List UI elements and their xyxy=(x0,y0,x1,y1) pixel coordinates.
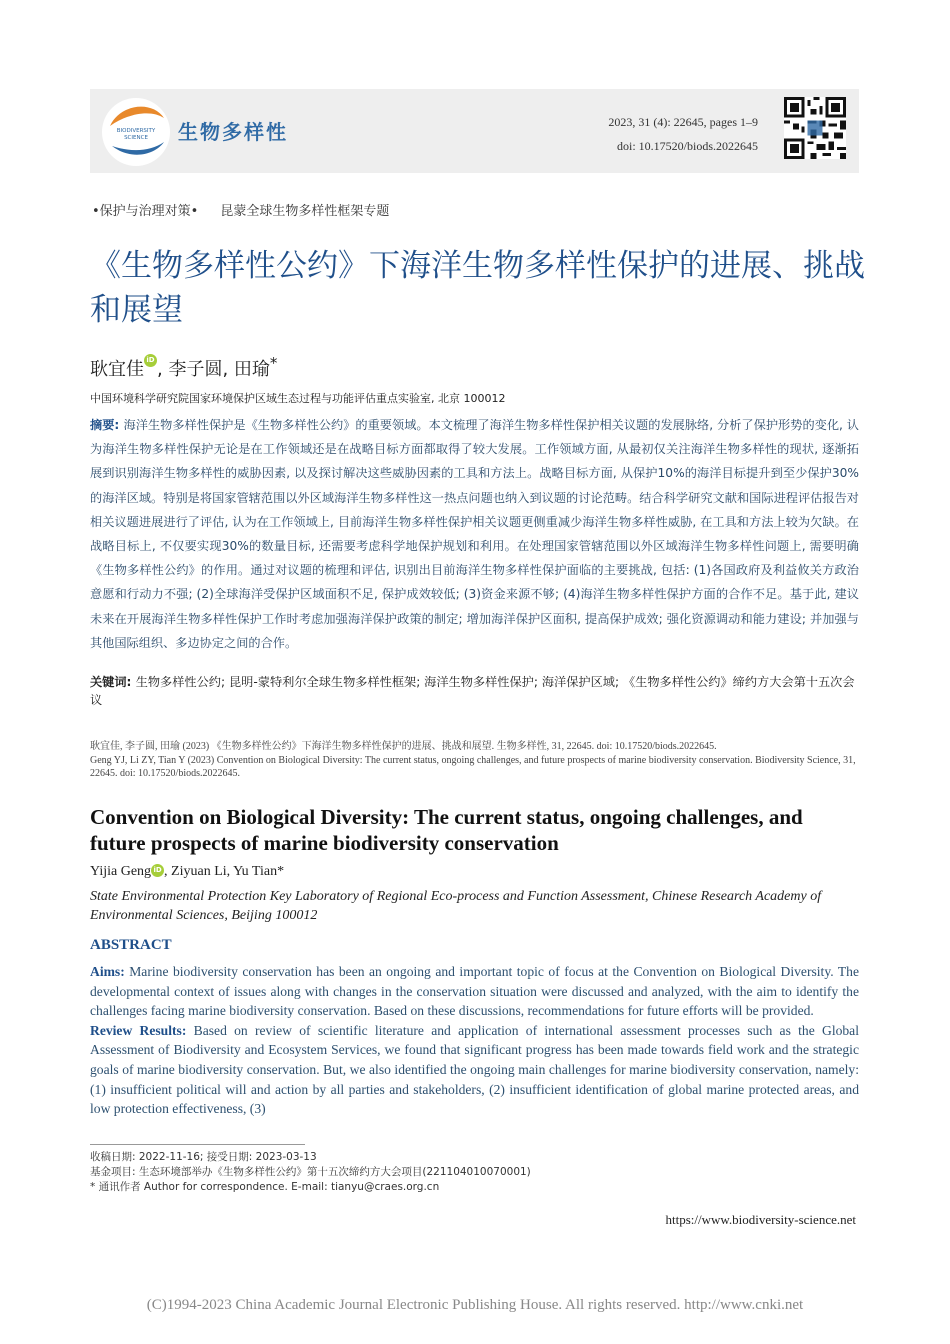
authors-english xyxy=(90,864,284,880)
title-chinese: 《生物多样性公约》下海洋生物多样性保护的进展、挑战和展望 xyxy=(90,248,865,328)
keywords-label: 关键词: xyxy=(90,675,136,689)
abstract-english xyxy=(90,962,859,1119)
orcid-icon[interactable]: iD xyxy=(144,354,157,367)
aims-text: Marine biodiversity conservation has been an ongoing and important topic of focus at the Convention on Biological Diversity. The developmental context of issues along with changes in the conservation situation were discussed and analyzed, with the aim to identify the challenges facing marine biodiversity conservation. Based on these discussions, recommendations for future efforts will be provided. xyxy=(90,964,859,1019)
abstract-heading: ABSTRACT xyxy=(90,937,172,953)
affiliation-chinese: 中国环境科学研究院国家环境保护区域生态过程与功能评估重点实验室, 北京 100012 xyxy=(90,392,506,405)
topic-label: 昆蒙全球生物多样性框架专题 xyxy=(220,204,390,219)
column-header xyxy=(92,200,389,219)
citation-chinese: 耿宜佳, 李子圆, 田瑜 (2023) 《生物多样性公约》下海洋生物多样性保护的进展、挑战和展望. 生物多样性, 31, 22645. doi: 10.17520/biods.2022645. xyxy=(90,741,717,752)
volume-pages: 2023, 31 (4): 22645, pages 1–9 xyxy=(608,115,758,129)
corresponding-mark: * xyxy=(269,354,278,372)
journal-logo xyxy=(100,96,172,168)
footnote-divider xyxy=(90,1144,305,1145)
title-english: Convention on Biological Diversity: The current status, ongoing challenges, and future prospects of marine biodiversity conservation xyxy=(90,805,803,855)
footnote-dates: 收稿日期: 2022-11-16; 接受日期: 2023-03-13 xyxy=(90,1151,317,1163)
citation-english: Geng YJ, Li ZY, Tian Y (2023) Convention on Biological Diversity: The current status, ongoing challenges, and future prospects of marine biodiversity conservation. Biodiversity Science, 31, 22645. doi: 10.17520/biods.2022645. xyxy=(90,754,856,779)
orcid-icon-en[interactable]: iD xyxy=(151,864,164,877)
copyright-notice: (C)1994-2023 China Academic Journal Electronic Publishing House. All rights reserved. http://www.cnki.net xyxy=(146,1297,804,1313)
other-authors: , 李子圆, 田瑜 xyxy=(157,359,270,380)
authors-chinese xyxy=(90,354,277,381)
abstract-chinese xyxy=(90,413,859,655)
aims-label: Aims: xyxy=(90,964,125,979)
footnote-correspondence: * 通讯作者 Author for correspondence. E-mail: tianyu@craes.org.cn xyxy=(90,1181,440,1193)
keywords-text: 生物多样性公约; 昆明-蒙特利尔全球生物多样性框架; 海洋生物多样性保护; 海洋保护区域; 《生物多样性公约》缔约方大会第十五次会议 xyxy=(90,675,855,707)
doi[interactable]: doi: 10.17520/biods.2022645 xyxy=(616,139,758,153)
journal-website[interactable]: https://www.biodiversity-science.net xyxy=(665,1212,856,1227)
keywords-chinese xyxy=(90,673,859,709)
abstract-text: 海洋生物多样性保护是《生物多样性公约》的重要领域。本文梳理了海洋生物多样性保护相关议题的发展脉络, 分析了保护形势的变化, 认为海洋生物多样性保护无论是在工作领域还是在战略目标方面都取得了较大发展。工作领域方面, 从最初仅关注海洋生物多样性的现状, 逐渐拓展到识别海洋生物多样性的威胁因素, 以及探讨解决这些威胁因素的工具和方法上。战略目标方面, 从保护10%的海洋目标提升到至少保护30%的海洋区域。特别是将国家管辖范围以外区域海洋生物多样性这一热点问题也纳入到议题的讨论范畴。结合科学研究文献和国际进程评估报告对相关议题进展进行了评估, 认为在工作领域上, 目前海洋生物多样性保护相关议题更侧重减少海洋生物多样性威胁, 在工具和方法上较为欠缺。在战略目标上, 不仅要实现30%的数量目标, 还需要考虑科学地保护规划和利用。在处理国家管辖范围以外区域海洋生物多样性问题上, 需要明确《生物多样性公约》的作用。通过对议题的梳理和评估, 识别出目前海洋生物多样性保护面临的主要挑战, 包括: (1)各国政府及利益攸关方政治意愿和行动力不强; (2)全球海洋受保护区域面积不足, 保护成效较低; (3)资金来源不够; (4)海洋生物多样性保护方面的合作不足。基于此, 建议未来在开展海洋生物多样性保护工作时考虑加强海洋保护政策的制定; 增加海洋保护区面积, 提高保护成效; 强化资源调动和能力建设; 并加强与其他国际组织、多边协定之间的合作。 xyxy=(90,418,859,650)
journal-name: 生物多样性 xyxy=(178,120,288,144)
author-1-en: Yijia Geng xyxy=(90,864,152,879)
aims-paragraph xyxy=(90,962,859,1021)
other-authors-en: , Ziyuan Li, Yu Tian* xyxy=(164,864,285,879)
qr-code-icon xyxy=(784,97,846,159)
affiliation-english: State Environmental Protection Key Laboratory of Regional Eco-process and Function Assessment, Chinese Research Academy of Environmental Sciences, Beijing 100012 xyxy=(90,889,822,923)
footnotes xyxy=(90,1150,531,1195)
footnote-funding: 基金项目: 生态环境部举办《生物多样性公约》第十五次缔约方大会项目(221104010070001) xyxy=(90,1166,531,1178)
citation-block xyxy=(90,740,859,781)
author-1: 耿宜佳 xyxy=(90,359,144,380)
results-text: Based on review of scientific literature and application of international assessment processes such as the Global Assessment of Biodiversity and Ecosystem Services, we found that significant progress has been made towards field work and the strategic goals of marine biodiversity conservation. But, we also identified the ongoing main challenges for marine biodiversity conservation, namely: (1) insufficient political will and action by all parties and stakeholders, (2) insufficient identification of global marine protected areas, and low protection effectiveness, (3) xyxy=(90,1022,859,1117)
logo-text-line2: SCIENCE xyxy=(124,135,148,141)
results-paragraph xyxy=(90,1021,859,1119)
logo-text-line1: BIODIVERSITY xyxy=(116,128,156,134)
results-label: Review Results: xyxy=(90,1022,187,1038)
section-label: •保护与治理对策• xyxy=(92,204,199,219)
abstract-label: 摘要: xyxy=(90,418,124,432)
